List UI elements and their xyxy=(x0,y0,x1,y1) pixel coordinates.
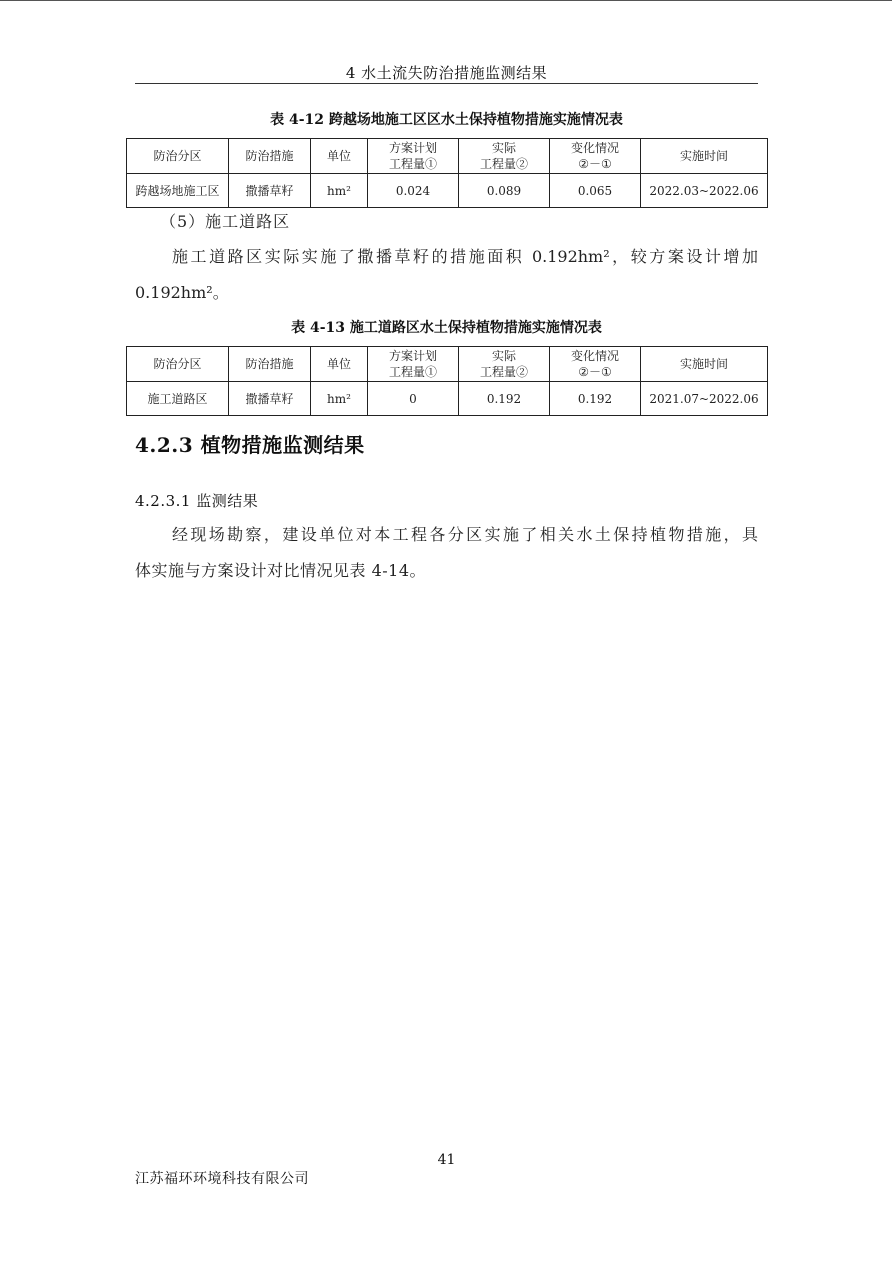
table-4-12 xyxy=(126,138,768,208)
header-line: ②－① xyxy=(578,157,612,171)
header-cell: 防治措施 xyxy=(229,347,311,382)
running-header: 4 水土流失防治措施监测结果 xyxy=(345,64,548,82)
zone-cell: 施工道路区 xyxy=(127,382,229,416)
section-heading: 4.2.3 植物措施监测结果 xyxy=(135,433,365,457)
header-line: 变化情况 xyxy=(570,141,619,155)
paragraph-line: 体实施与方案设计对比情况见表 4-14。 xyxy=(135,561,427,580)
change-cell: 0.192 xyxy=(550,382,641,416)
header-cell xyxy=(550,139,641,174)
header-line: ②－① xyxy=(578,365,612,379)
subsection-5-heading: （5）施工道路区 xyxy=(160,212,291,231)
header-cell xyxy=(459,347,550,382)
header-cell: 单位 xyxy=(311,347,368,382)
page-number: 41 xyxy=(437,1152,456,1168)
header-cell: 实施时间 xyxy=(641,139,768,174)
paragraph-line: 施工道路区实际实施了撒播草籽的措施面积 0.192hm²，较方案设计增加 xyxy=(172,247,758,266)
header-line: 工程量① xyxy=(388,157,437,171)
header-line: 变化情况 xyxy=(570,349,619,363)
header-cell xyxy=(368,139,459,174)
table-row xyxy=(127,174,768,208)
header-cell xyxy=(368,347,459,382)
measure-cell: 撒播草籽 xyxy=(229,174,311,208)
table-4-13-caption: 表 4-13 施工道路区水土保持植物措施实施情况表 xyxy=(291,320,602,336)
planned-cell: 0 xyxy=(368,382,459,416)
header-cell xyxy=(550,347,641,382)
header-cell xyxy=(459,139,550,174)
paragraph-line: 经现场勘察，建设单位对本工程各分区实施了相关水土保持植物措施，具 xyxy=(172,525,758,544)
period-cell: 2021.07~2022.06 xyxy=(641,382,768,416)
actual-cell: 0.089 xyxy=(459,174,550,208)
header-cell: 实施时间 xyxy=(641,347,768,382)
zone-cell: 跨越场地施工区 xyxy=(127,174,229,208)
table-4-12-caption: 表 4-12 跨越场地施工区区水土保持植物措施实施情况表 xyxy=(270,112,623,128)
table-header-row xyxy=(127,139,768,174)
header-rule xyxy=(135,83,758,84)
header-line: 方案计划 xyxy=(388,349,437,363)
unit-cell: hm² xyxy=(311,174,368,208)
table-header-row xyxy=(127,347,768,382)
change-cell: 0.065 xyxy=(550,174,641,208)
header-cell: 防治分区 xyxy=(127,139,229,174)
subsection-heading: 4.2.3.1 监测结果 xyxy=(135,492,259,510)
table-4-13 xyxy=(126,346,768,416)
period-cell: 2022.03~2022.06 xyxy=(641,174,768,208)
paragraph-line: 0.192hm²。 xyxy=(135,283,229,302)
header-line: 工程量② xyxy=(479,365,528,379)
unit-cell: hm² xyxy=(311,382,368,416)
table-row xyxy=(127,382,768,416)
header-line: 方案计划 xyxy=(388,141,437,155)
header-line: 工程量① xyxy=(388,365,437,379)
header-line: 工程量② xyxy=(479,157,528,171)
header-line: 实际 xyxy=(491,141,516,155)
header-line: 实际 xyxy=(491,349,516,363)
page-top-border xyxy=(0,0,892,1)
header-cell: 单位 xyxy=(311,139,368,174)
actual-cell: 0.192 xyxy=(459,382,550,416)
measure-cell: 撒播草籽 xyxy=(229,382,311,416)
header-cell: 防治措施 xyxy=(229,139,311,174)
planned-cell: 0.024 xyxy=(368,174,459,208)
header-cell: 防治分区 xyxy=(127,347,229,382)
footer-company: 江苏福环环境科技有限公司 xyxy=(135,1171,309,1187)
